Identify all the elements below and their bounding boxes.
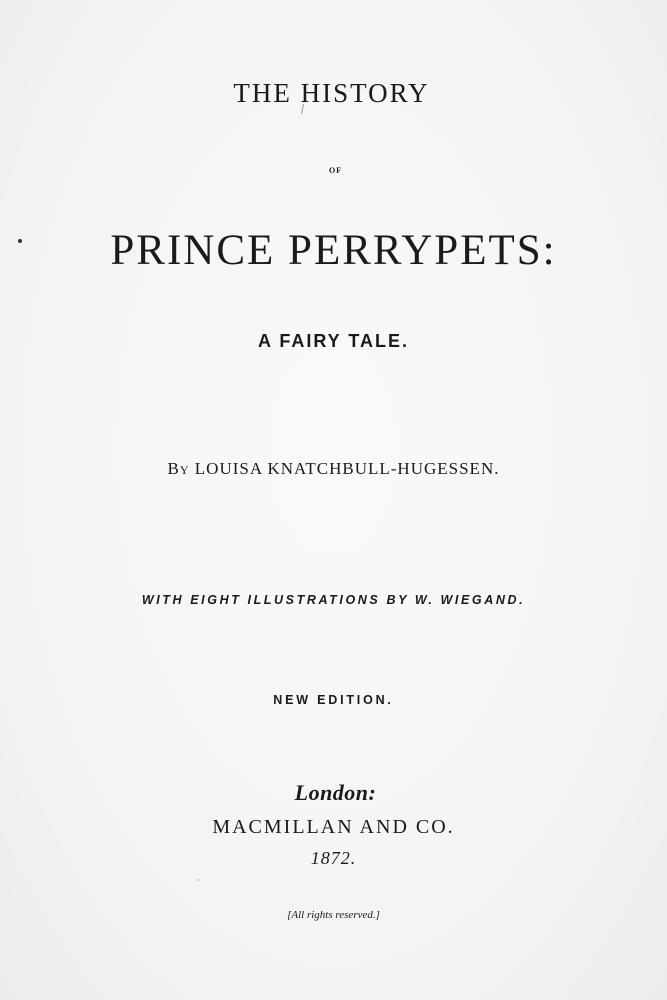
author-line (0, 459, 667, 479)
author-by-rest: Y (179, 463, 190, 477)
title-of: OF (328, 166, 343, 175)
illustrations-credit: WITH EIGHT ILLUSTRATIONS BY W. WIEGAND. (141, 593, 526, 607)
ink-speck (197, 879, 199, 881)
edition-note: NEW EDITION. (273, 693, 394, 707)
author-by-initial: B (167, 459, 180, 478)
rights-notice: [All rights reserved.] (287, 909, 380, 921)
title-line-1: THE HISTORY (233, 78, 430, 108)
subtitle: A FAIRY TALE. (257, 331, 409, 351)
author-name: LOUISA KNATCHBULL-HUGESSEN. (194, 459, 500, 478)
imprint-place: London: (294, 780, 377, 805)
imprint-publisher: MACMILLAN AND CO. (212, 816, 455, 838)
imprint-year: 1872. (310, 848, 357, 868)
title-line-2: PRINCE PERRYPETS: (110, 227, 557, 274)
